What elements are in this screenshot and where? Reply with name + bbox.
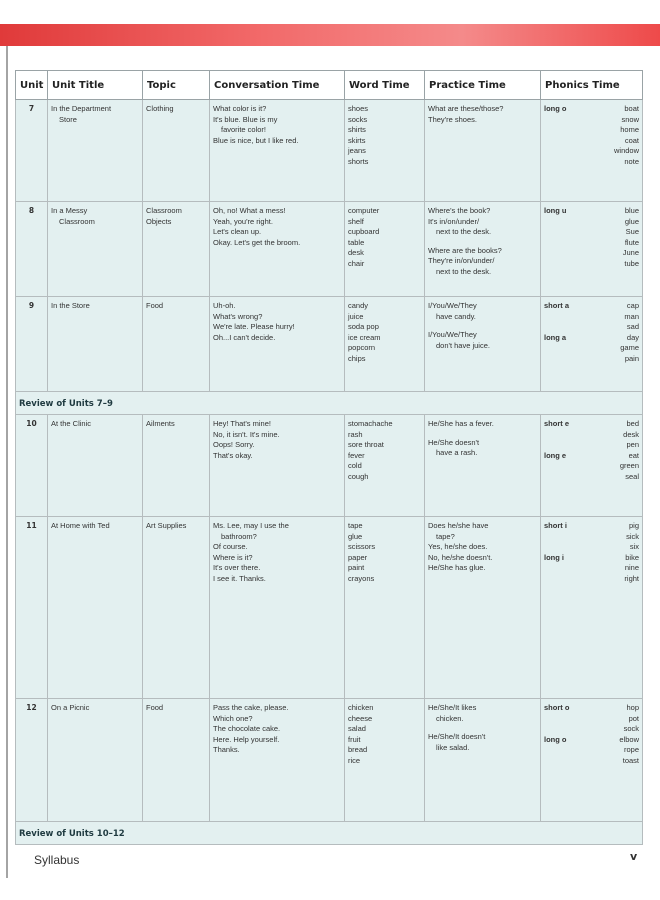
- phonics-sound-label: long o: [544, 734, 567, 744]
- topic: [143, 517, 210, 699]
- phonics-group: [544, 521, 639, 553]
- syllabus-row: [16, 517, 643, 699]
- topic-line: Clothing: [146, 104, 174, 113]
- phonics-words: [623, 419, 639, 451]
- phonics-word: desk: [623, 429, 639, 439]
- conversation: [210, 202, 345, 297]
- practice-line: tape?: [436, 531, 455, 541]
- phonics-word: rope: [623, 745, 639, 755]
- header-topic: Topic: [143, 71, 210, 100]
- syllabus-row: [16, 699, 643, 822]
- header-row: [16, 71, 643, 100]
- phonics-group: [544, 206, 639, 270]
- phonics-word: June: [622, 248, 639, 258]
- top-color-band: [0, 24, 660, 46]
- word-list-line: cold: [348, 461, 362, 471]
- phonics-words: [624, 301, 639, 333]
- topic: [143, 100, 210, 202]
- word-list-line: shirts: [348, 125, 366, 135]
- header-word-time: Word Time: [345, 71, 425, 100]
- word-list-line: shoes: [348, 104, 369, 113]
- unit-title: [48, 517, 143, 699]
- phonics-word: elbow: [619, 734, 639, 744]
- syllabus-row: [16, 202, 643, 297]
- practice-line: What are these/those?: [428, 104, 504, 113]
- unit-title: [48, 415, 143, 517]
- phonics-sound-label: long e: [544, 450, 567, 460]
- word-list-line: rice: [348, 755, 361, 765]
- conversation-line: Here. Help yourself.: [213, 734, 280, 744]
- syllabus-table: [15, 70, 643, 845]
- word-list-line: chair: [348, 258, 365, 268]
- topic: [143, 699, 210, 822]
- word-list-line: chicken: [348, 703, 374, 712]
- word-list-line: fruit: [348, 734, 361, 744]
- phonics-word: pot: [628, 713, 639, 723]
- conversation-line: Of course.: [213, 542, 248, 552]
- footer-section-label: Syllabus: [34, 853, 80, 867]
- practice: [425, 415, 541, 517]
- word-list-line: tape: [348, 521, 363, 530]
- phonics-group: [544, 419, 639, 451]
- practice-line: next to the desk.: [436, 227, 492, 237]
- phonics-word: hop: [626, 703, 639, 712]
- practice-line: He/She has glue.: [428, 563, 486, 573]
- phonics-group: [544, 703, 639, 735]
- topic: [143, 297, 210, 392]
- phonics-words: [620, 333, 639, 365]
- topic-line: Food: [146, 301, 164, 310]
- conversation-line: Uh-oh.: [213, 301, 236, 310]
- conversation-line: Okay. Let's get the broom.: [213, 237, 301, 247]
- phonics-word: blue: [624, 206, 639, 215]
- word-list-line: cupboard: [348, 227, 380, 237]
- conversation-line: I see it. Thanks.: [213, 573, 266, 583]
- practice-line: No, he/she doesn't.: [428, 552, 493, 562]
- conversation: [210, 100, 345, 202]
- word-list-line: table: [348, 237, 365, 247]
- word-list-line: jeans: [348, 146, 366, 156]
- phonics-group: [544, 333, 639, 365]
- topic-line: Ailments: [146, 419, 175, 428]
- phonics: [541, 202, 643, 297]
- unit-title-line: In a Messy: [51, 206, 88, 215]
- phonics-word: pain: [624, 353, 639, 363]
- word-list-line: computer: [348, 206, 380, 215]
- phonics-word: bed: [626, 419, 639, 428]
- phonics-word: game: [620, 343, 639, 353]
- conversation-line: No, it isn't. It's mine.: [213, 429, 280, 439]
- phonics-sound-label: short a: [544, 301, 570, 310]
- conversation-line: Let's clean up.: [213, 227, 262, 237]
- practice: [425, 699, 541, 822]
- phonics-word: home: [620, 125, 639, 135]
- review-row: [16, 392, 643, 415]
- conversation-line: It's over there.: [213, 563, 261, 573]
- topic-line: Classroom: [146, 206, 182, 215]
- conversation-line: We're late. Please hurry!: [213, 322, 295, 332]
- phonics-words: [626, 521, 639, 553]
- phonics: [541, 699, 643, 822]
- phonics-word: sad: [626, 322, 639, 332]
- practice-line: He/She doesn't: [428, 437, 480, 447]
- word-list-line: paper: [348, 552, 368, 562]
- practice-line: He/She/It doesn't: [428, 732, 486, 742]
- unit-title-line: Classroom: [59, 216, 95, 226]
- phonics-words: [624, 553, 639, 585]
- word-list-line: popcorn: [348, 343, 376, 353]
- phonics-word: six: [629, 542, 639, 552]
- phonics-words: [614, 104, 639, 168]
- word-list-line: salad: [348, 724, 366, 734]
- word-list: [345, 297, 425, 392]
- phonics-word: right: [624, 573, 639, 583]
- phonics-word: sick: [626, 531, 639, 541]
- unit-number: 8: [16, 202, 48, 297]
- practice-line: have candy.: [436, 311, 476, 321]
- practice-line: They're in/on/under/: [428, 256, 495, 266]
- practice-line: have a rash.: [436, 448, 478, 458]
- phonics-words: [619, 735, 639, 767]
- phonics: [541, 415, 643, 517]
- word-list: [345, 517, 425, 699]
- review-label: Review of Units 10–12: [19, 829, 125, 839]
- practice-line: next to the desk.: [436, 266, 492, 276]
- phonics-word: seal: [625, 471, 639, 481]
- conversation-line: Ms. Lee, may I use the: [213, 521, 289, 530]
- word-list: [345, 415, 425, 517]
- word-list-line: fever: [348, 450, 365, 460]
- unit-title-line: On a Picnic: [51, 703, 90, 712]
- review-cell: [16, 822, 643, 845]
- phonics-group: [544, 104, 639, 168]
- practice-line: chicken.: [436, 713, 464, 723]
- conversation-line: It's blue. Blue is my: [213, 114, 278, 124]
- practice: [425, 517, 541, 699]
- word-list-line: socks: [348, 114, 368, 124]
- practice-line: Where are the books?: [428, 245, 502, 255]
- topic: [143, 415, 210, 517]
- word-list-line: rash: [348, 429, 363, 439]
- practice-line: I/You/We/They: [428, 330, 477, 340]
- word-list-line: stomachache: [348, 419, 393, 428]
- header-unit-title: Unit Title: [48, 71, 143, 100]
- phonics-group: [544, 553, 639, 585]
- word-list-line: juice: [348, 311, 364, 321]
- phonics-word: snow: [621, 114, 639, 124]
- phonics-word: nine: [624, 563, 639, 573]
- header-unit: Unit: [16, 71, 48, 100]
- unit-title: [48, 202, 143, 297]
- unit-number: 11: [16, 517, 48, 699]
- word-list-line: crayons: [348, 573, 375, 583]
- syllabus-row: [16, 297, 643, 392]
- conversation: [210, 415, 345, 517]
- practice-line: Does he/she have: [428, 521, 489, 530]
- unit-title-line: In the Store: [51, 301, 90, 310]
- word-list-line: scissors: [348, 542, 376, 552]
- word-list-line: candy: [348, 301, 369, 310]
- phonics-sound-label: long i: [544, 552, 564, 562]
- page-edge-shadow: [6, 46, 8, 878]
- phonics-word: pig: [628, 521, 639, 530]
- phonics: [541, 517, 643, 699]
- conversation-line: What color is it?: [213, 104, 267, 113]
- conversation: [210, 517, 345, 699]
- unit-title: [48, 297, 143, 392]
- phonics-word: tube: [624, 258, 639, 268]
- practice-line: He/She/It likes: [428, 703, 477, 712]
- conversation: [210, 699, 345, 822]
- conversation-line: Which one?: [213, 713, 253, 723]
- phonics-sound-label: long o: [544, 104, 567, 113]
- phonics-word: bike: [625, 552, 639, 562]
- footer-page-number: v: [630, 850, 638, 863]
- phonics-word: cap: [626, 301, 639, 310]
- phonics-word: sock: [623, 724, 639, 734]
- word-list-line: cough: [348, 471, 369, 481]
- practice-line: [428, 724, 537, 732]
- conversation-line: Hey! That's mine!: [213, 419, 271, 428]
- unit-title-line: At Home with Ted: [51, 521, 110, 530]
- word-list: [345, 202, 425, 297]
- header-phonics-time: Phonics Time: [541, 71, 643, 100]
- unit-number: 12: [16, 699, 48, 822]
- syllabus-row: [16, 100, 643, 202]
- phonics-word: day: [626, 332, 639, 342]
- conversation-line: favorite color!: [221, 125, 267, 135]
- phonics-word: Sue: [625, 227, 639, 237]
- phonics-group: [544, 301, 639, 333]
- word-list-line: paint: [348, 563, 365, 573]
- phonics-word: man: [624, 311, 639, 321]
- practice-line: He/She has a fever.: [428, 419, 494, 428]
- word-list: [345, 699, 425, 822]
- conversation-line: Oh...I can't decide.: [213, 332, 276, 342]
- unit-number: 10: [16, 415, 48, 517]
- conversation: [210, 297, 345, 392]
- practice-line: [428, 238, 537, 246]
- topic-line: Food: [146, 703, 164, 712]
- phonics-word: green: [619, 461, 639, 471]
- syllabus-row: [16, 415, 643, 517]
- practice: [425, 297, 541, 392]
- conversation-line: Yeah, you're right.: [213, 216, 273, 226]
- practice-line: [428, 322, 537, 330]
- practice: [425, 202, 541, 297]
- word-list-line: shorts: [348, 156, 369, 166]
- conversation-line: Oops! Sorry.: [213, 440, 255, 450]
- phonics-word: window: [613, 146, 639, 156]
- unit-number: 9: [16, 297, 48, 392]
- phonics-group: [544, 735, 639, 767]
- word-list: [345, 100, 425, 202]
- conversation-line: Where is it?: [213, 552, 253, 562]
- phonics-sound-label: short i: [544, 521, 567, 530]
- phonics: [541, 297, 643, 392]
- conversation-line: The chocolate cake.: [213, 724, 281, 734]
- word-list-line: chips: [348, 353, 366, 363]
- header-conversation-time: Conversation Time: [210, 71, 345, 100]
- conversation-line: Oh, no! What a mess!: [213, 206, 286, 215]
- phonics-word: toast: [622, 755, 639, 765]
- review-cell: [16, 392, 643, 415]
- unit-title-line: Store: [59, 114, 77, 124]
- conversation-line: Thanks.: [213, 745, 240, 755]
- practice-line: I/You/We/They: [428, 301, 477, 310]
- phonics-words: [624, 703, 639, 735]
- phonics-word: coat: [624, 135, 639, 145]
- header-practice-time: Practice Time: [425, 71, 541, 100]
- unit-title: [48, 699, 143, 822]
- conversation-line: That's okay.: [213, 450, 253, 460]
- phonics-word: glue: [624, 216, 639, 226]
- unit-number: 7: [16, 100, 48, 202]
- practice-line: It's in/on/under/: [428, 216, 480, 226]
- unit-title-line: At the Clinic: [51, 419, 92, 428]
- phonics-sound-label: long u: [544, 206, 567, 215]
- practice-line: Yes, he/she does.: [428, 542, 488, 552]
- word-list-line: cheese: [348, 713, 373, 723]
- word-list-line: skirts: [348, 135, 366, 145]
- topic-line: Art Supplies: [146, 521, 187, 530]
- practice-line: [428, 430, 537, 438]
- word-list-line: soda pop: [348, 322, 379, 332]
- word-list-line: ice cream: [348, 332, 381, 342]
- practice: [425, 100, 541, 202]
- phonics-word: pen: [626, 440, 639, 450]
- conversation-line: bathroom?: [221, 531, 257, 541]
- review-label: Review of Units 7–9: [19, 399, 113, 409]
- phonics-word: boat: [624, 104, 639, 113]
- phonics-words: [620, 451, 639, 483]
- word-list-line: shelf: [348, 216, 364, 226]
- phonics-sound-label: short e: [544, 419, 570, 428]
- unit-title-line: In the Department: [51, 104, 112, 113]
- phonics: [541, 100, 643, 202]
- word-list-line: glue: [348, 531, 363, 541]
- topic-line: Objects: [146, 216, 172, 226]
- review-row: [16, 822, 643, 845]
- phonics-sound-label: long a: [544, 332, 567, 342]
- topic: [143, 202, 210, 297]
- phonics-word: flute: [624, 237, 639, 247]
- phonics-words: [623, 206, 639, 270]
- unit-title: [48, 100, 143, 202]
- phonics-group: [544, 451, 639, 483]
- conversation-line: Pass the cake, please.: [213, 703, 289, 712]
- word-list-line: sore throat: [348, 440, 384, 450]
- practice-line: They're shoes.: [428, 114, 477, 124]
- word-list-line: desk: [348, 248, 364, 258]
- practice-line: don't have juice.: [436, 340, 490, 350]
- practice-line: like salad.: [436, 742, 470, 752]
- phonics-word: eat: [628, 450, 639, 460]
- word-list-line: bread: [348, 745, 368, 755]
- conversation-line: What's wrong?: [213, 311, 263, 321]
- practice-line: Where's the book?: [428, 206, 491, 215]
- phonics-sound-label: short o: [544, 703, 570, 712]
- phonics-word: note: [624, 156, 639, 166]
- conversation-line: Blue is nice, but I like red.: [213, 135, 299, 145]
